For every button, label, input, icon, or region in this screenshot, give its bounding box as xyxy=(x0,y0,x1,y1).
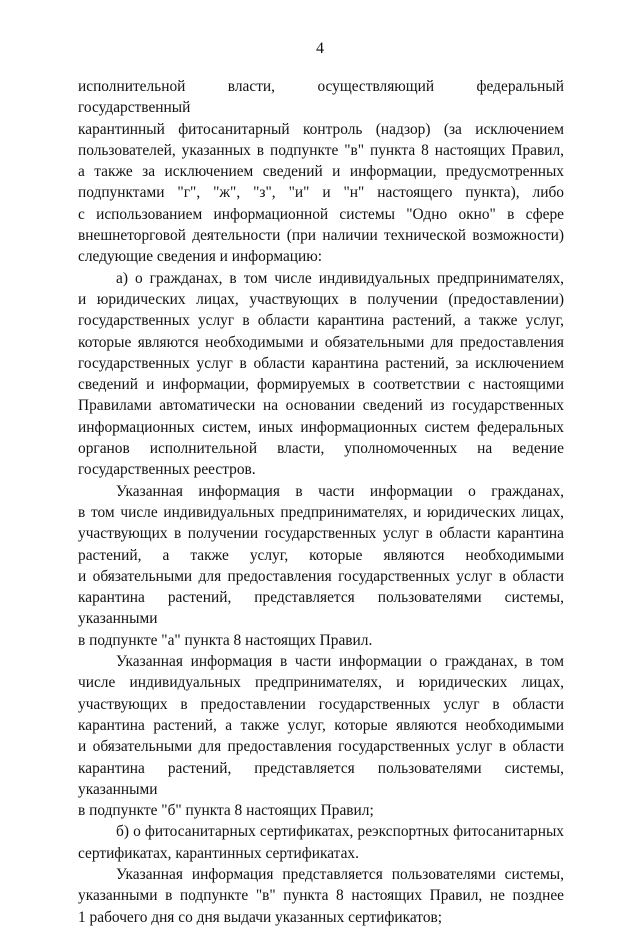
paragraph xyxy=(78,76,564,268)
text-line: указанными в подпункте "в" пункта 8 настоящих Правил, не позднее xyxy=(78,887,564,905)
text-line: и юридических лицах, участвующих в получении (предоставлении) xyxy=(78,290,564,308)
text-line: и обязательными для предоставления государственных услуг в области xyxy=(78,738,564,756)
text-line: карантина растений, представляется пользователями системы, указанными xyxy=(78,759,564,798)
text-line: пользователей, указанных в подпункте "в" пункта 8 настоящих Правил, xyxy=(78,141,564,159)
text-line: в подпункте "а" пункта 8 настоящих Правил. xyxy=(78,631,373,649)
text-line: в подпункте "б" пункта 8 настоящих Правил; xyxy=(78,802,374,820)
text-line: участвующих в получении государственных услуг в области карантина xyxy=(78,525,564,543)
paragraph xyxy=(78,821,564,864)
text-line: государственных услуг в области карантина растений, за исключением xyxy=(78,354,564,372)
text-line: исполнительной власти, осуществляющий федеральный государственный xyxy=(78,78,564,117)
paragraph xyxy=(78,864,564,928)
text-line: Указанная информация в части информации о гражданах, xyxy=(116,482,564,500)
text-line: участвующих в предоставлении государственных услуг в области xyxy=(78,695,564,713)
text-line: которые являются необходимыми и обязательными для предоставления xyxy=(78,333,564,351)
text-line: государственных реестров. xyxy=(78,461,256,479)
page-number: 4 xyxy=(316,40,324,57)
text-line: а) о гражданах, в том числе индивидуальных предпринимателях, xyxy=(116,269,564,287)
paragraph xyxy=(78,268,564,481)
text-line: подпунктами "г", "ж", "з", "и" и "н" настоящего пункта), либо xyxy=(78,184,564,202)
text-line: сертификатах, карантинных сертификатах. xyxy=(78,844,359,862)
text-line: карантинный фитосанитарный контроль (надзор) (за исключением xyxy=(78,120,564,138)
text-line: государственных услуг в области карантина растений, а также услуг, xyxy=(78,312,564,330)
text-line: сведений и информации, формируемых в соответствии с настоящими xyxy=(78,376,564,394)
text-line: Правилами автоматически на основании сведений из государственных xyxy=(78,397,564,415)
text-line: внешнеторговой деятельности (при наличии технической возможности) xyxy=(78,227,564,245)
text-line: Указанная информация в части информации о гражданах, в том xyxy=(116,653,564,671)
text-line: а также за исключением сведений и информации, предусмотренных xyxy=(78,163,564,181)
text-line: и обязательными для предоставления государственных услуг в области xyxy=(78,567,564,585)
text-line: карантина растений, а также услуг, которые являются необходимыми xyxy=(78,716,564,734)
text-line: карантина растений, представляется пользователями системы, указанными xyxy=(78,589,564,628)
text-line: органов исполнительной власти, уполномоченных на ведение xyxy=(78,440,564,458)
text-line: с использованием информационной системы "Одно окно" в сфере xyxy=(78,205,564,223)
document-body xyxy=(78,76,564,928)
text-line: числе индивидуальных предпринимателях, и юридических лицах, xyxy=(78,674,564,692)
text-line: Указанная информация представляется пользователями системы, xyxy=(116,865,564,883)
text-line: растений, а также услуг, которые являются необходимыми xyxy=(78,546,564,564)
text-line: информационных систем, иных информационных систем федеральных xyxy=(78,418,564,436)
paragraph xyxy=(78,481,564,651)
paragraph xyxy=(78,651,564,821)
text-line: 1 рабочего дня со дня выдачи указанных сертификатов; xyxy=(78,908,443,926)
text-line: в том числе индивидуальных предпринимателях, и юридических лицах, xyxy=(78,503,564,521)
text-line: б) о фитосанитарных сертификатах, реэкспортных фитосанитарных xyxy=(116,823,564,841)
text-line: следующие сведения и информацию: xyxy=(78,248,323,266)
